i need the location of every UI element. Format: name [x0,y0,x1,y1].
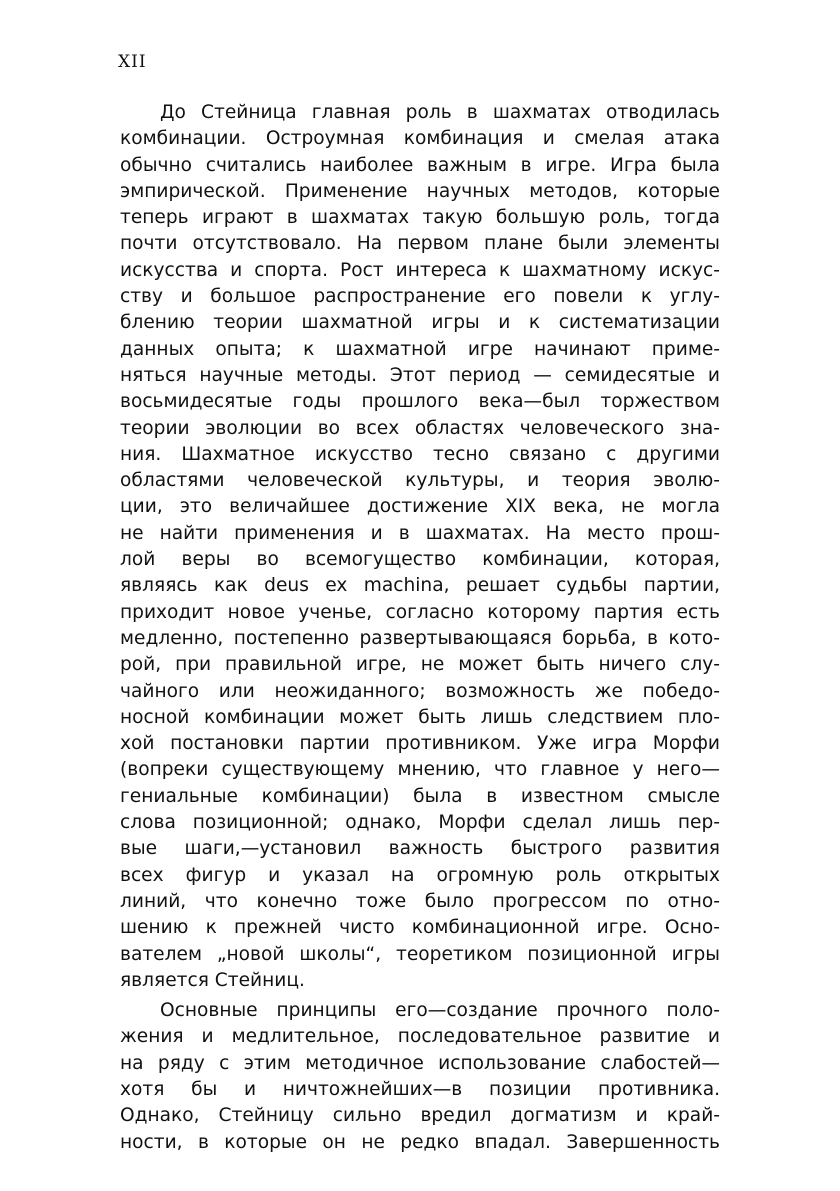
text-line: слова позиционной; однако, Морфи сделал лишь пер- [120,812,720,834]
text-line: вателем „новой школы“, теоретиком позиционной игры [120,943,720,965]
text-line: почти отсутствовало. На первом плане были элементы [120,233,720,255]
body-text [120,100,720,1156]
text-line: ству и большое распространение его повели к углу- [120,286,720,308]
text-line: ности, в которые он не редко впадал. Завершенность [120,1131,720,1153]
text-line: чайного или неожиданного; возможность же победо- [120,680,720,702]
text-line: хотя бы и ничтожнейших—в позиции противника. [120,1078,720,1100]
text-line: областями человеческой культуры, и теория эволю- [120,470,720,492]
text-line: носной комбинации может быть лишь следствием пло- [120,706,720,728]
text-line: няться научные методы. Этот период — семидесятые и [120,364,720,386]
text-line: гениальные комбинации) была в известном смысле [120,785,720,807]
text-line: шению к прежней чисто комбинационной игре. Осно- [120,917,720,939]
text-line: не найти применения и в шахматах. На место прош- [120,522,720,544]
text-line: (вопреки существующему мнению, что главное у него— [120,759,720,781]
text-line: рой, при правильной игре, не может быть ничего слу- [120,654,720,676]
page-number: XII [118,52,147,72]
text-line: До Стейница главная роль в шахматах отводилась [160,102,720,123]
text-line: блению теории шахматной игры и к систематизации [120,312,720,334]
paragraph-1 [120,100,720,994]
text-line: искусства и спорта. Рост интереса к шахматному искус- [120,259,720,281]
text-line: медленно, постепенно развертывающаяся борьба, в кото- [120,627,720,649]
text-line: линий, что конечно тоже было прогрессом по отно- [120,890,720,912]
text-line: вые шаги,—установил важность быстрого развития [120,838,720,860]
text-line: Однако, Стейницу сильно вредил догматизм и край- [120,1105,720,1127]
text-line: теории эволюции во всех областях человеческого зна- [120,417,720,439]
text-line: обычно считались наиболее важным в игре. Игра была [120,154,720,176]
text-line: ции, это величайшее достижение XIX века, не могла [120,496,720,518]
text-line: данных опыта; к шахматной игре начинают приме- [120,338,720,360]
text-line: приходит новое ученье, согласно которому партия есть [120,601,720,623]
paragraph-2 [120,998,720,1156]
text-line: являясь как deus ex machina, решает судьбы партии, [120,575,720,597]
text-line: жения и медлительное, последовательное развитие и [120,1026,720,1048]
text-line: восьмидесятые годы прошлого века—был торжеством [120,391,720,413]
text-line: лой веры во всемогущество комбинации, которая, [120,549,720,571]
text-line: на ряду с этим методичное использование слабостей— [120,1052,720,1074]
text-line: хой постановки партии противником. Уже игра Морфи [120,733,720,755]
text-line: комбинации. Остроумная комбинация и смелая атака [120,128,720,150]
text-line: ния. Шахматное искусство тесно связано с другими [120,443,720,465]
text-line: всех фигур и указал на огромную роль открытых [120,864,720,886]
text-line: Основные принципы его—создание прочного поло- [160,1000,720,1022]
text-line: является Стейниц. [120,969,305,991]
text-line: эмпирической. Применение научных методов, которые [120,180,720,202]
text-line: теперь играют в шахматах такую большую роль, тогда [120,207,720,229]
